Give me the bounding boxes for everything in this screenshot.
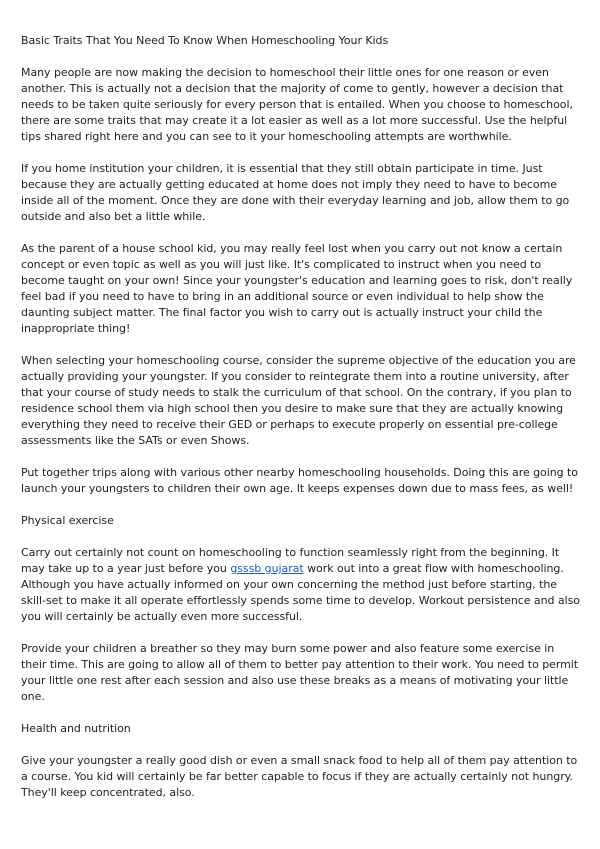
paragraph-patience — [21, 545, 583, 625]
paragraph-snack: Give your youngster a really good dish or even a small snack food to help all of them pay attention to a course. You kid will certainly be far better capable to focus if they are actually certainly not hungry. They'll keep concentrated, also. — [21, 754, 578, 799]
paragraph-parent-help: As the parent of a house school kid, you may really feel lost when you carry out not know a certain concept or even topic as well as you will just like. It's complicated to instruct when you need to become taught on your own! Since your youngster's education and learning goes to risk, don't really feel bad if you need to have to bring in an additional source or even individual to help show the daunting subject matter. The final factor you wish to carry out is actually instruct your child the inappropriate thing! — [21, 242, 573, 335]
paragraph-patience-text-after: work out into a great flow with homeschooling. Although you have actually informed on your own concerning the method just before starting, the skill-set to make it all operate effortlessly spends some time to develop. Workout persistence and also you will certainly be actually even more successful. — [21, 562, 580, 623]
paragraph-course-selection: When selecting your homeschooling course, consider the supreme objective of the education you are actually providing your youngster. If you consider to reintegrate them into a routine university, after that your course of study needs to stalk the curriculum of that school. On the contrary, if you plan to residence school them via high school then you desire to make sure that they are actually knowing everything they need to receive their GED or perhaps to execute properly on essential pre-college assessments like the SATs or even Shows. — [21, 354, 576, 447]
paragraph-play-time: If you home institution your children, it is essential that they still obtain participate in time. Just because they are actually getting educated at home does not imply they need to have to become inside all of the moment. Once they are done with their everyday learning and job, allow them to go outside and also bet a little while. — [21, 162, 570, 223]
paragraph-trips: Put together trips along with various other nearby homeschooling households. Doing this are going to launch your youngsters to children their own age. It keeps expenses down due to mass fees, as well! — [21, 466, 578, 495]
paragraph-intro: Many people are now making the decision to homeschool their little ones for one reason or even another. This is actually not a decision that the majority of come to gently, however a decision that needs to be taken quite seriously for every person that is entailed. When you choose to homeschool, there are some traits that may create it a lot easier as well as a lot more successful. Use the helpful tips shared right here and you can see to it your homeschooling attempts are worthwhile. — [21, 66, 573, 143]
gsssb-gujarat-link[interactable]: gsssb gujarat — [230, 562, 304, 575]
paragraph-patience-text-before: Carry out certainly not count on homeschooling to function seamlessly right from the beginning. It may take up to a year just before you — [21, 546, 560, 575]
section-heading-physical-exercise: Physical exercise — [21, 514, 114, 527]
document-page — [21, 33, 583, 817]
section-heading-health-nutrition: Health and nutrition — [21, 722, 131, 735]
paragraph-breather: Provide your children a breather so they may burn some power and also feature some exercise in their time. This are going to allow all of them to better pay attention to their work. You need to permit your little one rest after each session and also use these breaks as a means of motivating your little one. — [21, 642, 579, 703]
document-title: Basic Traits That You Need To Know When Homeschooling Your Kids — [21, 34, 389, 47]
